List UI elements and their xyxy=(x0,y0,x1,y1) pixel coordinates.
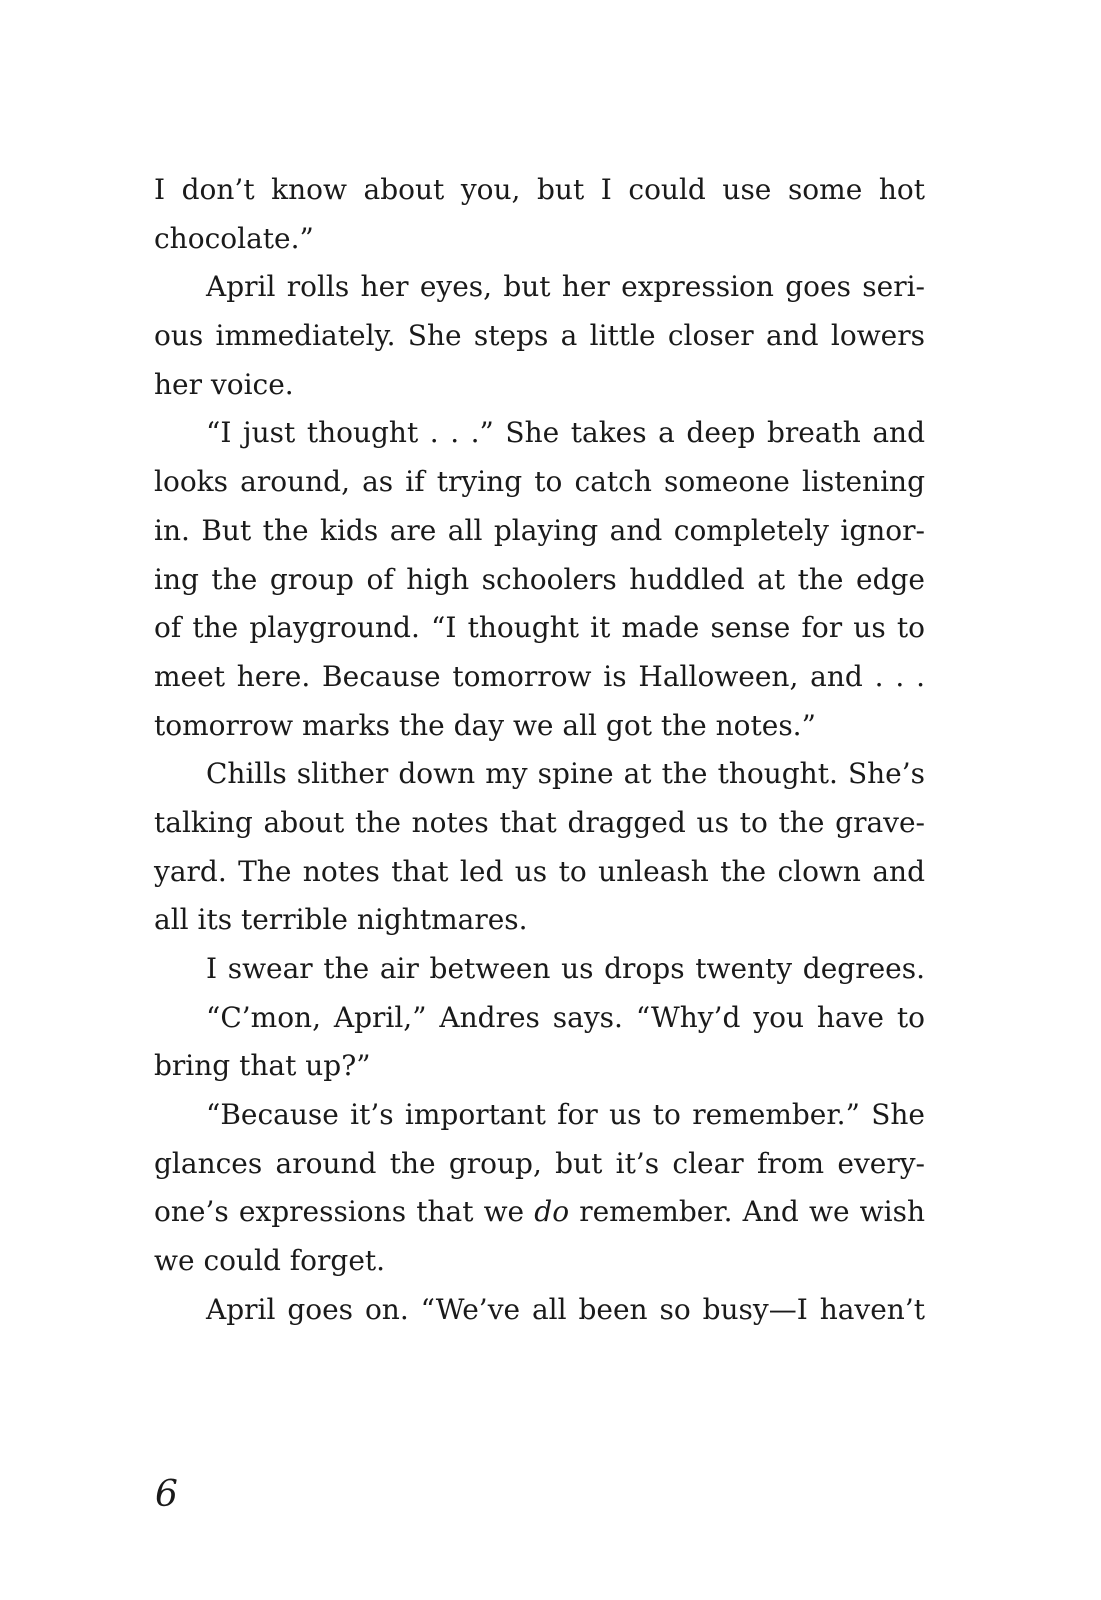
text-line: I swear the air between us drops twenty degrees. xyxy=(206,952,925,985)
text-line: talking about the notes that dragged us to the grave- xyxy=(154,805,925,839)
text-line: yard. The notes that led us to unleash the clown and xyxy=(154,854,925,888)
text-line: ing the group of high schoolers huddled at the edge xyxy=(154,562,925,596)
text-line: looks around, as if trying to catch someone listening xyxy=(154,465,925,499)
text-line: all its terrible nightmares. xyxy=(154,903,528,937)
text-line: chocolate.” xyxy=(154,221,314,255)
text-line: we could forget. xyxy=(154,1244,386,1278)
text-line: ous immediately. She steps a little closer and lowers xyxy=(154,319,925,353)
text-line: April rolls her eyes, but her expression goes seri- xyxy=(206,270,925,304)
text-line: of the playground. “I thought it made sense for us to xyxy=(154,611,925,645)
text-line: glances around the group, but it’s clear from every- xyxy=(154,1146,925,1180)
text-line: in. But the kids are all playing and completely ignor- xyxy=(154,513,925,547)
text-line: “I just thought . . .” She takes a deep breath and xyxy=(206,416,925,450)
body-text xyxy=(154,166,925,1335)
text-line: Chills slither down my spine at the thought. She’s xyxy=(206,757,925,791)
text-line: tomorrow marks the day we all got the notes.” xyxy=(154,708,816,742)
text-line: “C’mon, April,” Andres says. “Why’d you have to xyxy=(206,1000,925,1034)
text-line: her voice. xyxy=(154,367,294,401)
text-line: bring that up?” xyxy=(154,1049,371,1083)
text-line: April goes on. “We’ve all been so busy—I haven’t xyxy=(206,1292,925,1326)
text-line: “Because it’s important for us to remember.” She xyxy=(206,1098,925,1132)
page-number: 6 xyxy=(155,1474,178,1515)
text-line: one’s expressions that we do remember. And we wish xyxy=(154,1195,925,1229)
emphasis-word: do xyxy=(534,1195,570,1229)
text-line: meet here. Because tomorrow is Halloween, and . . . xyxy=(154,659,925,693)
text-line: I don’t know about you, but I could use some hot xyxy=(154,173,925,206)
